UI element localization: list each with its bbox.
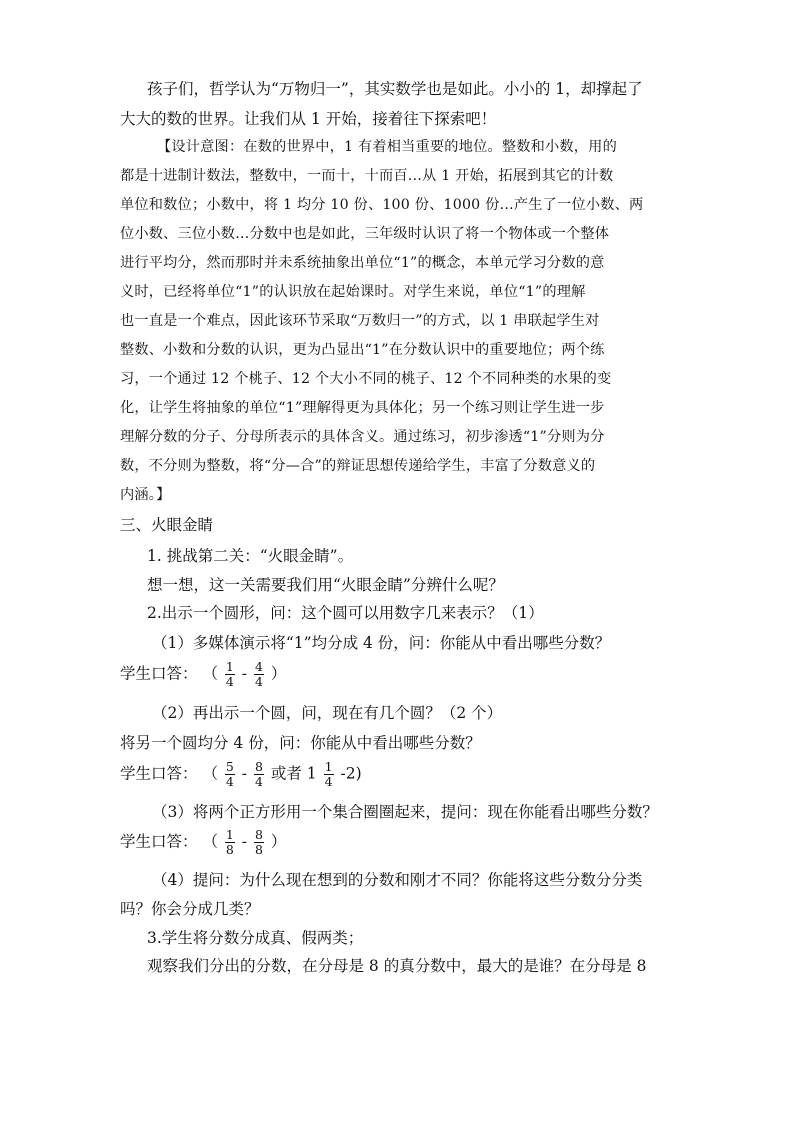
question-2b: 将另一个圆均分 4 份，问：你能从中看出哪些分数？ [120,734,481,752]
separator: - [241,664,248,683]
separator: - [241,764,248,783]
step-3: 3.学生将分数分成真、假两类； [147,929,364,947]
fraction [225,760,235,789]
answer-label: 学生口答： [120,664,198,683]
design-intent-line: 内涵。】 [120,487,171,503]
step-2: 2.出示一个圆形，问：这个圆可以用数字几来表示？（1） [147,604,544,622]
answer-3 [120,828,286,857]
numerator: 8 [254,827,263,842]
paren-open: （ [202,664,218,683]
design-intent-line: 位小数、三位小数…分数中也是如此，三年级时认识了将一个物体或一个整体 [120,226,610,242]
paren-close: ） [270,832,287,851]
numerator: 4 [254,659,263,674]
numerator: 1 [324,759,333,774]
design-intent-line: 化，让学生将抽象的单位“1”理解得更为具体化；另一个练习则让学生进一步 [120,400,605,416]
question-3: （3）将两个正方形用一个集合圈圈起来，提问：现在你能看出哪些分数？ [152,803,658,821]
step-1: 1. 挑战第二关：“火眼金睛”。 [147,547,354,565]
denominator: 4 [225,774,234,789]
observe-prompt: 观察我们分出的分数，在分母是 8 的真分数中，最大的是谁？在分母是 8 [147,957,647,975]
numerator: 8 [254,759,263,774]
intro-line-2: 大大的数的世界。让我们从 1 开始，接着往下探索吧！ [120,110,497,128]
design-intent-line: 也一直是一个难点，因此该环节采取“万数归一”的方式，以 1 串联起学生对 [120,313,600,329]
tail-text: -2) [340,764,362,783]
design-intent-line: 都是十进制计数法，整数中，一而十，十而百…从 1 开始，拓展到其它的计数 [120,168,614,184]
design-intent-line: 数，不分则为整数，将“分—合”的辩证思想传递给学生，丰富了分数意义的 [120,458,596,474]
fraction [254,828,264,857]
denominator: 4 [254,674,263,689]
answer-label: 学生口答： [120,832,198,851]
paren-close: ） [270,664,287,683]
design-intent-line: 理解分数的分子、分母所表示的具体含义。通过练习，初步渗透“1”分则为分 [120,429,605,445]
design-intent-line: 单位和数位；小数中，将 1 均分 10 份、100 份、1000 份…产生了一位小数、两 [120,197,644,213]
denominator: 8 [254,842,263,857]
fraction [254,760,264,789]
fraction [225,828,235,857]
design-intent-line: 进行平均分，然而那时并未系统抽象出单位“1”的概念，本单元学习分数的意 [120,255,605,271]
denominator: 4 [225,674,234,689]
question-4-cont: 吗？你会分成几类？ [120,900,260,918]
denominator: 4 [324,774,333,789]
question-1: （1）多媒体演示将“1”均分成 4 份，问：你能从中看出哪些分数？ [152,634,611,652]
numerator: 1 [225,827,234,842]
paren-open: （ [202,764,218,783]
answer-label: 学生口答： [120,764,198,783]
think-prompt: 想一想，这一关需要我们用“火眼金睛”分辨什么呢？ [147,576,504,594]
alt-text: 或者 1 [270,764,317,783]
question-4: （4）提问：为什么现在想到的分数和刚才不同？你能将这些分数分分类 [152,871,643,889]
design-intent-line: 【设计意图：在数的世界中，1 有着相当重要的地位。整数和小数，用的 [157,139,617,155]
question-2: （2）再出示一个圆，问，现在有几个圆？（2 个） [152,704,503,722]
intro-line-1: 孩子们，哲学认为“万物归一”，其实数学也是如此。小小的 1，却撑起了 [147,80,643,98]
design-intent-line: 义时，已经将单位“1”的认识放在起始课时。对学生来说，单位“1”的理解 [120,284,586,300]
denominator: 4 [254,774,263,789]
denominator: 8 [225,842,234,857]
design-intent-line: 习，一个通过 12 个桃子、12 个大小不同的桃子、12 个不同种类的水果的变 [120,371,612,387]
separator: - [241,832,248,851]
answer-2 [120,760,362,789]
section-heading: 三、火眼金睛 [120,516,214,534]
numerator: 5 [225,759,234,774]
answer-1 [120,660,286,689]
fraction [324,760,334,789]
numerator: 1 [225,659,234,674]
fraction [225,660,235,689]
fraction [254,660,264,689]
design-intent-line: 整数、小数和分数的认识，更为凸显出“1”在分数认识中的重要地位；两个练 [120,342,605,358]
paren-open: （ [202,832,218,851]
